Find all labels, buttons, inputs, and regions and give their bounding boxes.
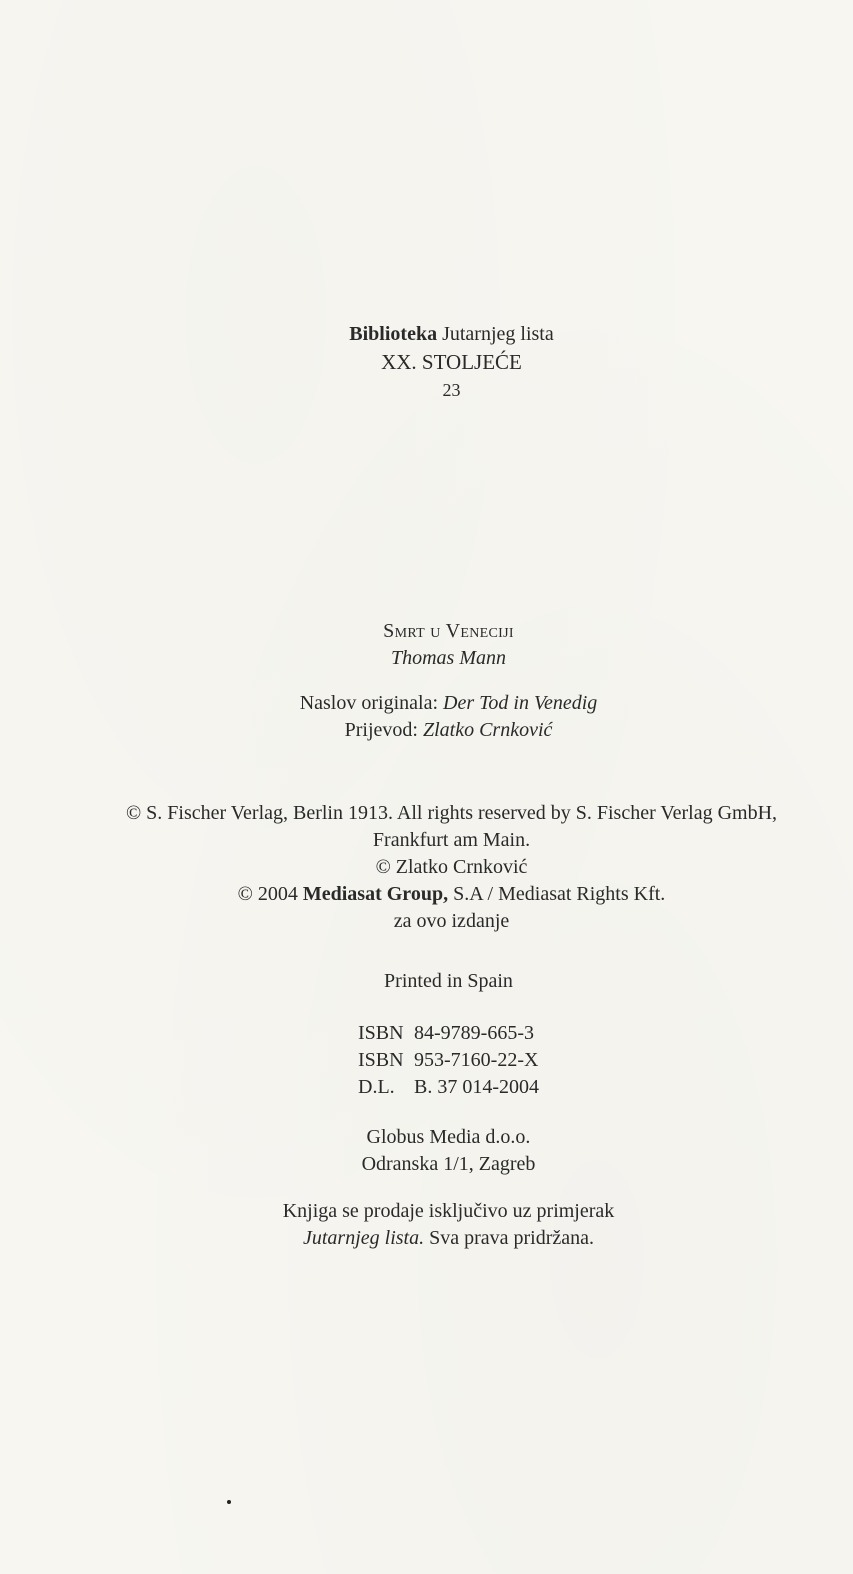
notice-line-2 bbox=[22, 1225, 853, 1252]
library-name bbox=[25, 320, 853, 348]
original-title-line bbox=[22, 690, 853, 717]
identifier-row bbox=[358, 1020, 539, 1047]
printed-in-text: Printed in Spain bbox=[384, 970, 513, 992]
sale-notice bbox=[22, 1198, 853, 1252]
publisher-name: Globus Media d.o.o. bbox=[366, 1126, 531, 1148]
copyright-line-5: za ovo izdanje bbox=[393, 910, 510, 932]
library-name-bold: Biblioteka bbox=[349, 323, 438, 345]
publisher-address: Odranska 1/1, Zagreb bbox=[361, 1153, 536, 1175]
original-and-translation bbox=[22, 690, 853, 744]
translation-label: Prijevod: bbox=[344, 719, 418, 741]
copyright-line-2: Frankfurt am Main. bbox=[372, 829, 531, 851]
copyright-holder: Mediasat Group, bbox=[302, 883, 449, 905]
notice-rights: Sva prava pridržana. bbox=[429, 1227, 595, 1249]
identifier-table bbox=[358, 1020, 539, 1101]
collection-title: XX. STOLJEĆE bbox=[381, 350, 522, 374]
original-title: Der Tod in Venedig bbox=[443, 692, 598, 714]
copyright-line-1: © S. Fischer Verlag, Berlin 1913. All rights reserved by S. Fischer Verlag GmbH, bbox=[125, 802, 778, 824]
identifier-value: 84-9789-665-3 bbox=[414, 1022, 534, 1044]
copyright-notice bbox=[25, 800, 853, 935]
notice-newspaper: Jutarnjeg lista. bbox=[302, 1227, 425, 1249]
identifier-row bbox=[358, 1047, 539, 1074]
identifier-value: 953-7160-22-X bbox=[414, 1049, 539, 1071]
printed-in bbox=[22, 968, 853, 995]
notice-line-1: Knjiga se prodaje isključivo uz primjerak bbox=[282, 1200, 615, 1222]
copyright-year: © 2004 bbox=[237, 883, 298, 905]
publisher-info bbox=[22, 1124, 853, 1178]
identifier-label: ISBN bbox=[358, 1049, 404, 1071]
original-title-label: Naslov originala: bbox=[299, 692, 439, 714]
book-info bbox=[22, 618, 853, 672]
identifier-row bbox=[358, 1074, 539, 1101]
identifier-label: ISBN bbox=[358, 1022, 404, 1044]
library-name-rest: Jutarnjeg lista bbox=[442, 323, 554, 345]
series-header bbox=[25, 320, 853, 404]
copyright-line-3: © Zlatko Crnković bbox=[375, 856, 528, 878]
book-title: Smrt u Veneciji bbox=[383, 620, 514, 642]
translator-name: Zlatko Crnković bbox=[422, 719, 553, 741]
translation-line bbox=[22, 717, 853, 744]
book-author: Thomas Mann bbox=[390, 647, 506, 669]
copyright-holder-rest: S.A / Mediasat Rights Kft. bbox=[453, 883, 666, 905]
identifier-value: B. 37 014-2004 bbox=[414, 1076, 539, 1098]
copyright-line-4 bbox=[25, 881, 853, 908]
paper-speck bbox=[227, 1500, 231, 1504]
identifiers bbox=[22, 1020, 853, 1101]
identifier-label: D.L. bbox=[358, 1076, 395, 1098]
series-number: 23 bbox=[442, 380, 461, 400]
